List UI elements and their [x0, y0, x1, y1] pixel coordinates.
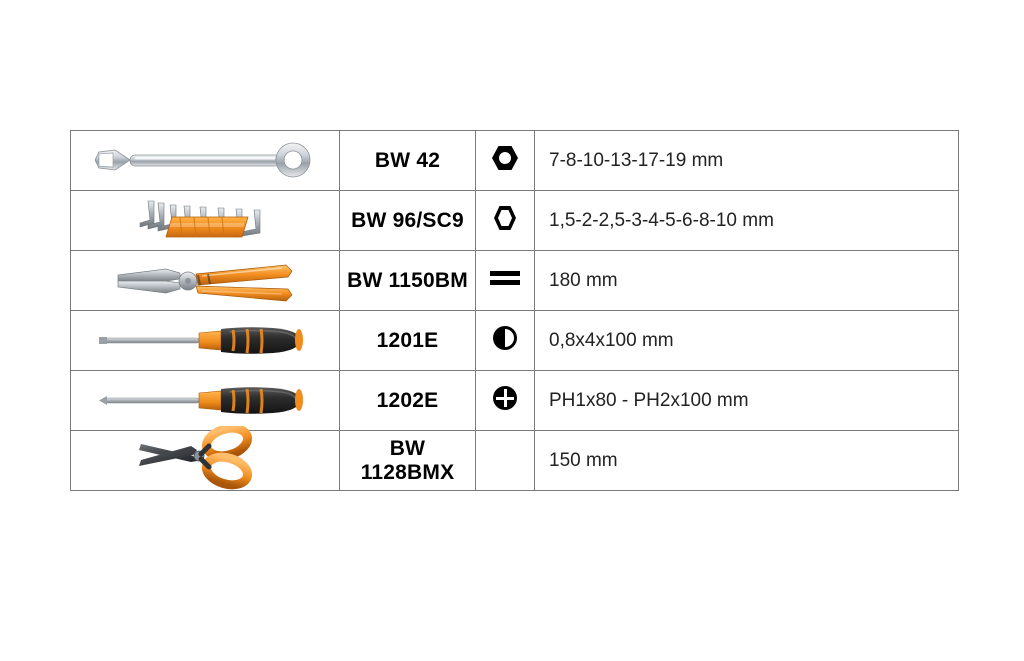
tool-spec: 1,5-2-2,5-3-4-5-6-8-10 mm	[549, 209, 774, 231]
combination-wrench-set-photo	[71, 133, 339, 189]
tool-symbol-cell	[476, 371, 535, 431]
tool-image-cell	[71, 431, 340, 491]
table-row	[71, 131, 959, 191]
flat-blade-icon	[493, 326, 517, 350]
tool-symbol-cell	[476, 131, 535, 191]
two-bars-icon	[490, 269, 520, 287]
combination-pliers-photo	[71, 253, 339, 309]
tool-spec: 7-8-10-13-17-19 mm	[549, 149, 724, 171]
table-row	[71, 311, 959, 371]
tool-image-cell	[71, 251, 340, 311]
tool-code-cell	[340, 251, 476, 311]
hex-key-set-illustration	[130, 193, 280, 249]
tool-code-cell	[340, 131, 476, 191]
tool-image-cell	[71, 131, 340, 191]
tool-code: 1202E	[376, 388, 439, 412]
tool-symbol-cell	[476, 191, 535, 251]
tool-image-cell	[71, 311, 340, 371]
tool-code: BW 1150BM	[347, 268, 468, 292]
tool-contents-table	[70, 130, 959, 491]
pliers-illustration	[110, 255, 300, 307]
tool-code: BW 1128BMX	[360, 436, 455, 484]
tool-image-cell	[71, 191, 340, 251]
tool-spec: 180 mm	[549, 269, 618, 291]
hex-socket-icon	[494, 206, 516, 230]
tool-symbol-cell	[476, 311, 535, 371]
electrician-scissors-photo	[71, 433, 339, 489]
table-row	[71, 431, 959, 491]
tool-spec-cell	[535, 371, 959, 431]
table-row	[71, 251, 959, 311]
tool-code-cell	[340, 311, 476, 371]
table-row	[71, 191, 959, 251]
tool-symbol-cell	[476, 431, 535, 491]
tool-spec: 150 mm	[549, 449, 618, 471]
tool-code: BW 42	[374, 148, 441, 172]
tool-code-cell	[340, 371, 476, 431]
tool-spec: 0,8x4x100 mm	[549, 329, 674, 351]
tool-image-cell	[71, 371, 340, 431]
hex-key-set-photo	[71, 193, 339, 249]
tool-code-cell	[340, 431, 476, 491]
tool-code: BW 96/SC9	[351, 208, 464, 232]
scissors-illustration	[135, 426, 275, 496]
tool-spec: PH1x80 - PH2x100 mm	[549, 389, 749, 411]
tool-spec-cell	[535, 251, 959, 311]
phillips-screwdriver-illustration	[95, 378, 315, 424]
phillips-screwdriver-photo	[71, 373, 339, 429]
slotted-screwdriver-photo	[71, 313, 339, 369]
tool-code-cell	[340, 191, 476, 251]
hex-nut-icon	[492, 146, 518, 170]
tool-symbol-cell	[476, 251, 535, 311]
tool-code: 1201E	[376, 328, 439, 352]
tool-spec-cell	[535, 191, 959, 251]
phillips-icon	[493, 386, 517, 410]
tool-spec-cell	[535, 131, 959, 191]
slotted-screwdriver-illustration	[95, 318, 315, 364]
tool-spec-cell	[535, 311, 959, 371]
table-row	[71, 371, 959, 431]
tool-spec-cell	[535, 431, 959, 491]
wrench-illustration	[85, 136, 325, 186]
